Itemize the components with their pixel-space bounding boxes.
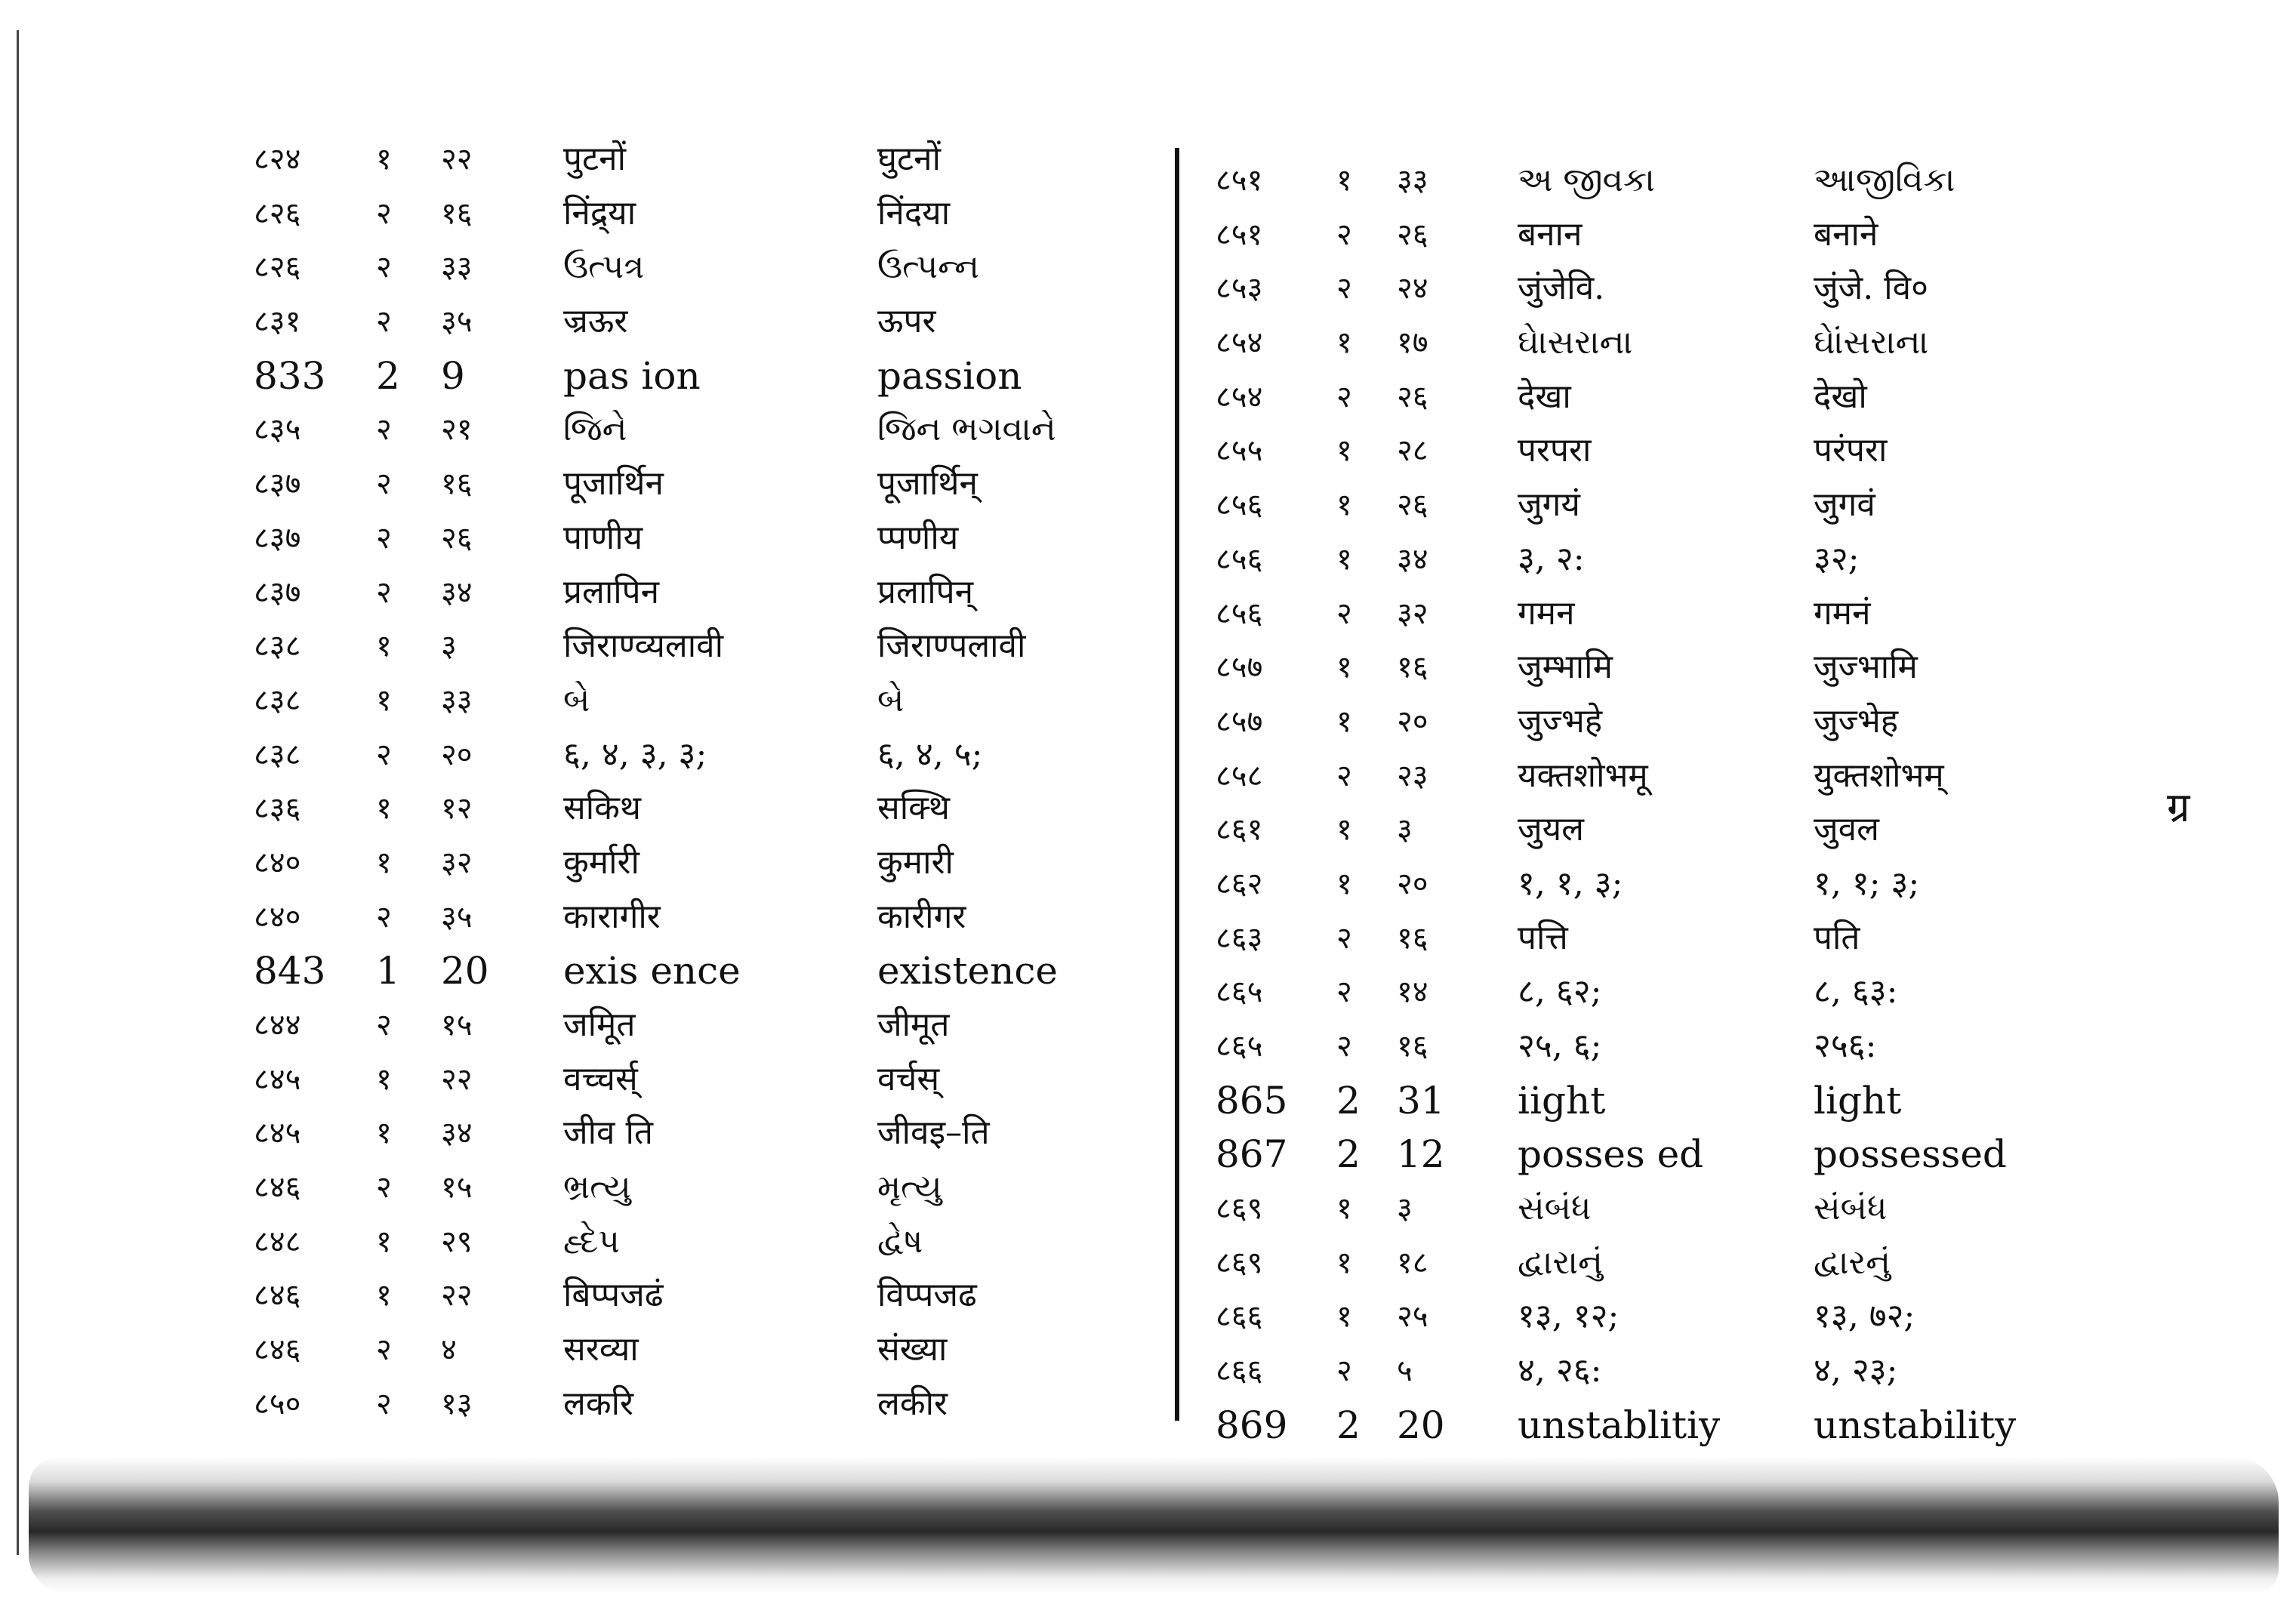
corrected-text: कुमारी bbox=[877, 842, 954, 882]
column-number: १ bbox=[1336, 812, 1352, 848]
line-number: 9 bbox=[441, 353, 465, 398]
line-number: १५ bbox=[441, 1008, 473, 1042]
line-number: ३ bbox=[1397, 1191, 1413, 1227]
line-number: १४ bbox=[1397, 975, 1428, 1010]
line-number: 20 bbox=[441, 949, 489, 993]
corrected-text: संख्या bbox=[877, 1330, 948, 1369]
column-number: १ bbox=[1336, 433, 1352, 469]
corrected-text: वर्चस् bbox=[877, 1059, 940, 1098]
column-number: १ bbox=[376, 791, 392, 827]
column-divider bbox=[1175, 148, 1179, 1421]
page-number: ८४६ bbox=[254, 1278, 301, 1313]
column-number: 2 bbox=[1336, 1078, 1361, 1123]
line-number: ३ bbox=[1397, 812, 1413, 848]
line-number: ३४ bbox=[441, 574, 473, 610]
corrected-text: सक्थि bbox=[877, 789, 951, 828]
line-number: 12 bbox=[1397, 1132, 1445, 1177]
line-number: २० bbox=[1397, 704, 1428, 739]
page-number: ८६३ bbox=[1216, 920, 1263, 956]
line-number: २९ bbox=[441, 1224, 473, 1259]
corrected-text: प्रलापिन् bbox=[877, 572, 974, 611]
incorrect-text: હ્દેપ bbox=[563, 1221, 620, 1261]
page-number: 843 bbox=[254, 949, 326, 993]
line-number: १५ bbox=[441, 1170, 473, 1206]
incorrect-text: સંબંધ bbox=[1518, 1189, 1592, 1228]
corrected-text: unstability bbox=[1814, 1403, 2017, 1447]
page-number: ८२६ bbox=[254, 250, 301, 285]
column-number: २ bbox=[376, 1008, 392, 1042]
column-number: १ bbox=[1336, 541, 1352, 577]
line-number: १३ bbox=[441, 1386, 473, 1421]
corrected-text: जुवल bbox=[1814, 810, 1879, 849]
incorrect-text: प्रलापिन bbox=[563, 572, 660, 611]
incorrect-text: २५, ६; bbox=[1518, 1027, 1602, 1065]
page-number: ८४४ bbox=[254, 1008, 301, 1042]
corrected-text: passion bbox=[877, 353, 1022, 398]
incorrect-text: અ જીવકા bbox=[1518, 161, 1655, 199]
incorrect-text: ८, ६२; bbox=[1518, 972, 1602, 1012]
incorrect-text: १३, १२; bbox=[1518, 1297, 1620, 1336]
column-number: २ bbox=[376, 520, 392, 556]
page-number: ८३६ bbox=[254, 791, 301, 827]
column-number: २ bbox=[1336, 1029, 1352, 1064]
page-number: ८५४ bbox=[1216, 379, 1263, 414]
page-number: ८२६ bbox=[254, 196, 301, 231]
column-number: १ bbox=[1336, 1245, 1352, 1280]
line-number: २८ bbox=[1397, 433, 1428, 469]
line-number: ३३ bbox=[441, 250, 473, 285]
line-number: १८ bbox=[1397, 1245, 1428, 1280]
page-number: 869 bbox=[1216, 1403, 1288, 1447]
corrected-text: light bbox=[1814, 1078, 1902, 1123]
column-number: १ bbox=[376, 1061, 392, 1097]
line-number: ३३ bbox=[1397, 163, 1428, 198]
corrected-text: બે bbox=[877, 680, 905, 719]
line-number: ४ bbox=[441, 1332, 457, 1368]
column-number: १ bbox=[376, 682, 392, 718]
column-number: २ bbox=[1336, 758, 1352, 793]
line-number: १६ bbox=[1397, 650, 1428, 685]
page-number: ८६५ bbox=[1216, 1029, 1263, 1064]
corrected-text: पति bbox=[1814, 918, 1860, 957]
incorrect-text: निंद्र्या bbox=[563, 193, 636, 233]
incorrect-text: सरव्या bbox=[563, 1330, 639, 1369]
column-number: २ bbox=[1336, 1354, 1352, 1389]
corrected-text: ४, २३; bbox=[1814, 1351, 1898, 1390]
corrected-text: देखो bbox=[1814, 377, 1867, 416]
incorrect-text: बिप्पजढं bbox=[563, 1276, 664, 1315]
corrected-text: १, १; ३; bbox=[1814, 864, 1920, 903]
incorrect-text: जुंजेवि. bbox=[1518, 269, 1605, 308]
line-number: ५ bbox=[1397, 1354, 1413, 1389]
line-number: ३४ bbox=[1397, 541, 1428, 577]
line-number: २४ bbox=[1397, 271, 1428, 306]
column-number: २ bbox=[376, 196, 392, 231]
incorrect-text: पूजार्थिन bbox=[563, 464, 664, 504]
page-number: ८४५ bbox=[254, 1116, 301, 1151]
page-number: 833 bbox=[254, 353, 326, 398]
column-number: २ bbox=[376, 467, 392, 502]
corrected-text: ऊपर bbox=[877, 302, 936, 341]
corrected-text: દ્વેષ bbox=[877, 1221, 923, 1261]
scan-shadow-band bbox=[29, 1457, 2279, 1593]
page-number: ८६५ bbox=[1216, 975, 1263, 1010]
corrected-text: ३२; bbox=[1814, 539, 1860, 578]
line-number: १६ bbox=[441, 196, 473, 231]
column-number: 1 bbox=[376, 949, 400, 993]
corrected-text: लकीर bbox=[877, 1384, 948, 1423]
line-number: ३५ bbox=[441, 304, 473, 340]
column-number: १ bbox=[1336, 866, 1352, 901]
incorrect-text: परपरा bbox=[1518, 431, 1592, 470]
incorrect-text: ઘેાસરાના bbox=[1518, 323, 1633, 362]
margin-mark: ग्र bbox=[2167, 784, 2190, 831]
incorrect-text: कुर्मारी bbox=[563, 842, 639, 882]
incorrect-text: सकिथ bbox=[563, 789, 642, 828]
column-number: १ bbox=[1336, 650, 1352, 685]
column-number: १ bbox=[376, 845, 392, 880]
page-number: ८६६ bbox=[1216, 1354, 1263, 1389]
column-number: २ bbox=[376, 899, 392, 935]
line-number: २६ bbox=[1397, 379, 1428, 414]
page-number: ८४८ bbox=[254, 1224, 301, 1259]
page-number: ८४६ bbox=[254, 1332, 301, 1368]
page-number: ८५६ bbox=[1216, 488, 1263, 523]
page-number: ८५१ bbox=[1216, 163, 1263, 198]
column-number: २ bbox=[376, 574, 392, 610]
page-number: ८६९ bbox=[1216, 1191, 1263, 1227]
page-number: ८५० bbox=[254, 1386, 301, 1421]
incorrect-text: बनान bbox=[1518, 214, 1583, 254]
corrected-text: ઉત્પન્ન bbox=[877, 248, 980, 287]
corrected-text: जुज्भामि bbox=[1814, 648, 1918, 687]
corrected-text: युक्तशोभम् bbox=[1814, 756, 1944, 795]
line-number: १६ bbox=[1397, 1029, 1428, 1064]
corrected-text: ८, ६३: bbox=[1814, 972, 1898, 1012]
corrected-text: जुंजे. वि० bbox=[1814, 269, 1929, 308]
column-number: १ bbox=[1336, 325, 1352, 361]
incorrect-text: कारागीर bbox=[563, 897, 661, 936]
incorrect-text: जुयल bbox=[1518, 810, 1584, 849]
incorrect-text: जिराण्व्यलावी bbox=[563, 627, 723, 666]
column-number: २ bbox=[1336, 920, 1352, 956]
line-number: ३२ bbox=[1397, 596, 1428, 631]
column-number: २ bbox=[1336, 217, 1352, 252]
corrected-text: possessed bbox=[1814, 1132, 2007, 1177]
corrected-text: આજીવિકા bbox=[1814, 161, 1955, 199]
column-number: १ bbox=[376, 1278, 392, 1313]
incorrect-text: દ્વારાનું bbox=[1518, 1243, 1603, 1282]
corrected-text: जीवइ–ति bbox=[877, 1113, 990, 1153]
line-number: २१ bbox=[441, 412, 473, 448]
column-number: 2 bbox=[376, 353, 400, 398]
line-number: २२ bbox=[441, 142, 473, 177]
incorrect-text: पुटनों bbox=[563, 140, 626, 178]
corrected-text: कारीगर bbox=[877, 897, 966, 936]
page-number: ८४० bbox=[254, 845, 301, 880]
line-number: २६ bbox=[1397, 217, 1428, 252]
line-number: ३५ bbox=[441, 899, 473, 935]
page-number: ८३७ bbox=[254, 467, 301, 502]
column-number: २ bbox=[1336, 975, 1352, 1010]
corrected-text: १३, ७२; bbox=[1814, 1297, 1915, 1336]
column-number: १ bbox=[376, 629, 392, 664]
incorrect-text: ભ્રત્યુ bbox=[563, 1168, 631, 1207]
line-number: २० bbox=[1397, 866, 1428, 901]
incorrect-text: जुज्भहे bbox=[1518, 701, 1603, 741]
incorrect-text: पाणीय bbox=[563, 518, 643, 557]
column-number: २ bbox=[376, 304, 392, 340]
corrected-text: जीमूत bbox=[877, 1006, 950, 1044]
line-number: १७ bbox=[1397, 325, 1428, 361]
line-number: २५ bbox=[1397, 1299, 1428, 1335]
page-number: ८५८ bbox=[1216, 758, 1263, 793]
corrected-text: पूजार्थिन् bbox=[877, 464, 978, 504]
page-number: 865 bbox=[1216, 1078, 1288, 1123]
page-number: ८५६ bbox=[1216, 596, 1263, 631]
column-number: २ bbox=[376, 1332, 392, 1368]
incorrect-text: जीव ति bbox=[563, 1113, 653, 1153]
line-number: २६ bbox=[1397, 488, 1428, 523]
page-number: ८५७ bbox=[1216, 650, 1263, 685]
column-number: २ bbox=[1336, 379, 1352, 414]
corrected-text: बनाने bbox=[1814, 214, 1878, 254]
incorrect-text: यक्तशोभमू bbox=[1518, 756, 1648, 795]
page-number: ८५५ bbox=[1216, 433, 1263, 469]
page-number: ८२४ bbox=[254, 142, 301, 177]
incorrect-text: ४, २६: bbox=[1518, 1351, 1602, 1390]
page-number: ८५६ bbox=[1216, 541, 1263, 577]
page-number: ८३८ bbox=[254, 629, 301, 664]
corrected-text: ઘેાંસરાના bbox=[1814, 323, 1929, 362]
line-number: १६ bbox=[1397, 920, 1428, 956]
page-number: ८६९ bbox=[1216, 1245, 1263, 1280]
corrected-text: २५६: bbox=[1814, 1027, 1877, 1065]
line-number: 31 bbox=[1397, 1078, 1445, 1123]
corrected-text: परंपरा bbox=[1814, 431, 1888, 470]
line-number: ३ bbox=[441, 629, 457, 664]
column-number: २ bbox=[1336, 271, 1352, 306]
column-number: २ bbox=[376, 737, 392, 772]
page-number: ८६६ bbox=[1216, 1299, 1263, 1335]
line-number: २२ bbox=[441, 1278, 473, 1313]
page-number: ८३८ bbox=[254, 737, 301, 772]
corrected-text: સંબંધ bbox=[1814, 1189, 1888, 1228]
corrected-text: प्पणीय bbox=[877, 518, 959, 557]
line-number: ३३ bbox=[441, 682, 473, 718]
page-number: 867 bbox=[1216, 1132, 1288, 1177]
page-number: ८४५ bbox=[254, 1061, 301, 1097]
incorrect-text: जमूित bbox=[563, 1006, 636, 1044]
corrected-text: जुज्भेह bbox=[1814, 701, 1899, 741]
corrected-text: जिराण्पलावी bbox=[877, 627, 1026, 666]
column-number: १ bbox=[376, 1116, 392, 1151]
corrected-text: विप्पजढ bbox=[877, 1276, 977, 1315]
incorrect-text: pas ion bbox=[563, 353, 701, 398]
page-number: ८६१ bbox=[1216, 812, 1263, 848]
line-number: २३ bbox=[1397, 758, 1428, 793]
page-number: ८३८ bbox=[254, 682, 301, 718]
incorrect-text: लकरि bbox=[563, 1384, 634, 1423]
page-edge-line bbox=[17, 30, 19, 1555]
column-number: २ bbox=[376, 1386, 392, 1421]
column-number: 2 bbox=[1336, 1132, 1361, 1177]
incorrect-text: ६, ४, ३, ३; bbox=[563, 735, 707, 774]
incorrect-text: posses ed bbox=[1518, 1132, 1704, 1177]
incorrect-text: exis ence bbox=[563, 949, 741, 993]
incorrect-text: गमन bbox=[1518, 593, 1575, 633]
incorrect-text: वच्चर्स् bbox=[563, 1059, 638, 1098]
incorrect-text: १, १, ३; bbox=[1518, 864, 1623, 903]
line-number: १६ bbox=[441, 467, 473, 502]
corrected-text: મૃત્યુ bbox=[877, 1168, 942, 1207]
incorrect-text: બે bbox=[563, 680, 590, 719]
line-number: २२ bbox=[441, 1061, 473, 1097]
incorrect-text: ઉત્પત્ર bbox=[563, 248, 645, 287]
column-number: १ bbox=[1336, 163, 1352, 198]
line-number: १२ bbox=[441, 791, 473, 827]
page-number: ८३७ bbox=[254, 520, 301, 556]
page-number: ८४० bbox=[254, 899, 301, 935]
column-number: 2 bbox=[1336, 1403, 1361, 1447]
column-number: १ bbox=[1336, 1191, 1352, 1227]
page-number: ८३१ bbox=[254, 304, 301, 340]
line-number: २६ bbox=[441, 520, 473, 556]
page-number: ८३५ bbox=[254, 412, 301, 448]
corrected-text: existence bbox=[877, 949, 1058, 993]
page-number: ८४६ bbox=[254, 1170, 301, 1206]
corrected-text: निंदया bbox=[877, 193, 951, 233]
column-number: १ bbox=[1336, 704, 1352, 739]
page-number: ८३७ bbox=[254, 574, 301, 610]
incorrect-text: ३, २: bbox=[1518, 539, 1585, 578]
line-number: ३४ bbox=[441, 1116, 473, 1151]
incorrect-text: ज्रऊर bbox=[563, 302, 628, 341]
column-number: २ bbox=[376, 250, 392, 285]
column-number: २ bbox=[1336, 596, 1352, 631]
column-number: २ bbox=[376, 412, 392, 448]
corrected-text: जुगवं bbox=[1814, 485, 1875, 525]
corrected-text: દ્વારનું bbox=[1814, 1243, 1891, 1282]
page-number: ८५७ bbox=[1216, 704, 1263, 739]
page-number: ८६२ bbox=[1216, 866, 1263, 901]
corrected-text: गमनं bbox=[1814, 593, 1871, 633]
incorrect-text: જિને bbox=[563, 410, 627, 449]
column-number: १ bbox=[1336, 1299, 1352, 1335]
column-number: १ bbox=[1336, 488, 1352, 523]
column-number: १ bbox=[376, 142, 392, 177]
incorrect-text: जुगयं bbox=[1518, 485, 1580, 525]
column-number: १ bbox=[376, 1224, 392, 1259]
page-number: ८५१ bbox=[1216, 217, 1263, 252]
corrected-text: घुटनों bbox=[877, 140, 941, 178]
column-number: २ bbox=[376, 1170, 392, 1206]
corrected-text: ६, ४, ५; bbox=[877, 735, 983, 774]
line-number: 20 bbox=[1397, 1403, 1445, 1447]
page-number: ८५३ bbox=[1216, 271, 1263, 306]
incorrect-text: देखा bbox=[1518, 377, 1571, 416]
line-number: ३२ bbox=[441, 845, 473, 880]
incorrect-text: जुम्भामि bbox=[1518, 648, 1613, 687]
corrected-text: જિન ભગવાને bbox=[877, 410, 1056, 449]
incorrect-text: iight bbox=[1518, 1078, 1606, 1123]
page-number: ८५४ bbox=[1216, 325, 1263, 361]
incorrect-text: unstablitiy bbox=[1518, 1403, 1721, 1447]
incorrect-text: पत्ति bbox=[1518, 918, 1568, 957]
line-number: २० bbox=[441, 737, 473, 772]
